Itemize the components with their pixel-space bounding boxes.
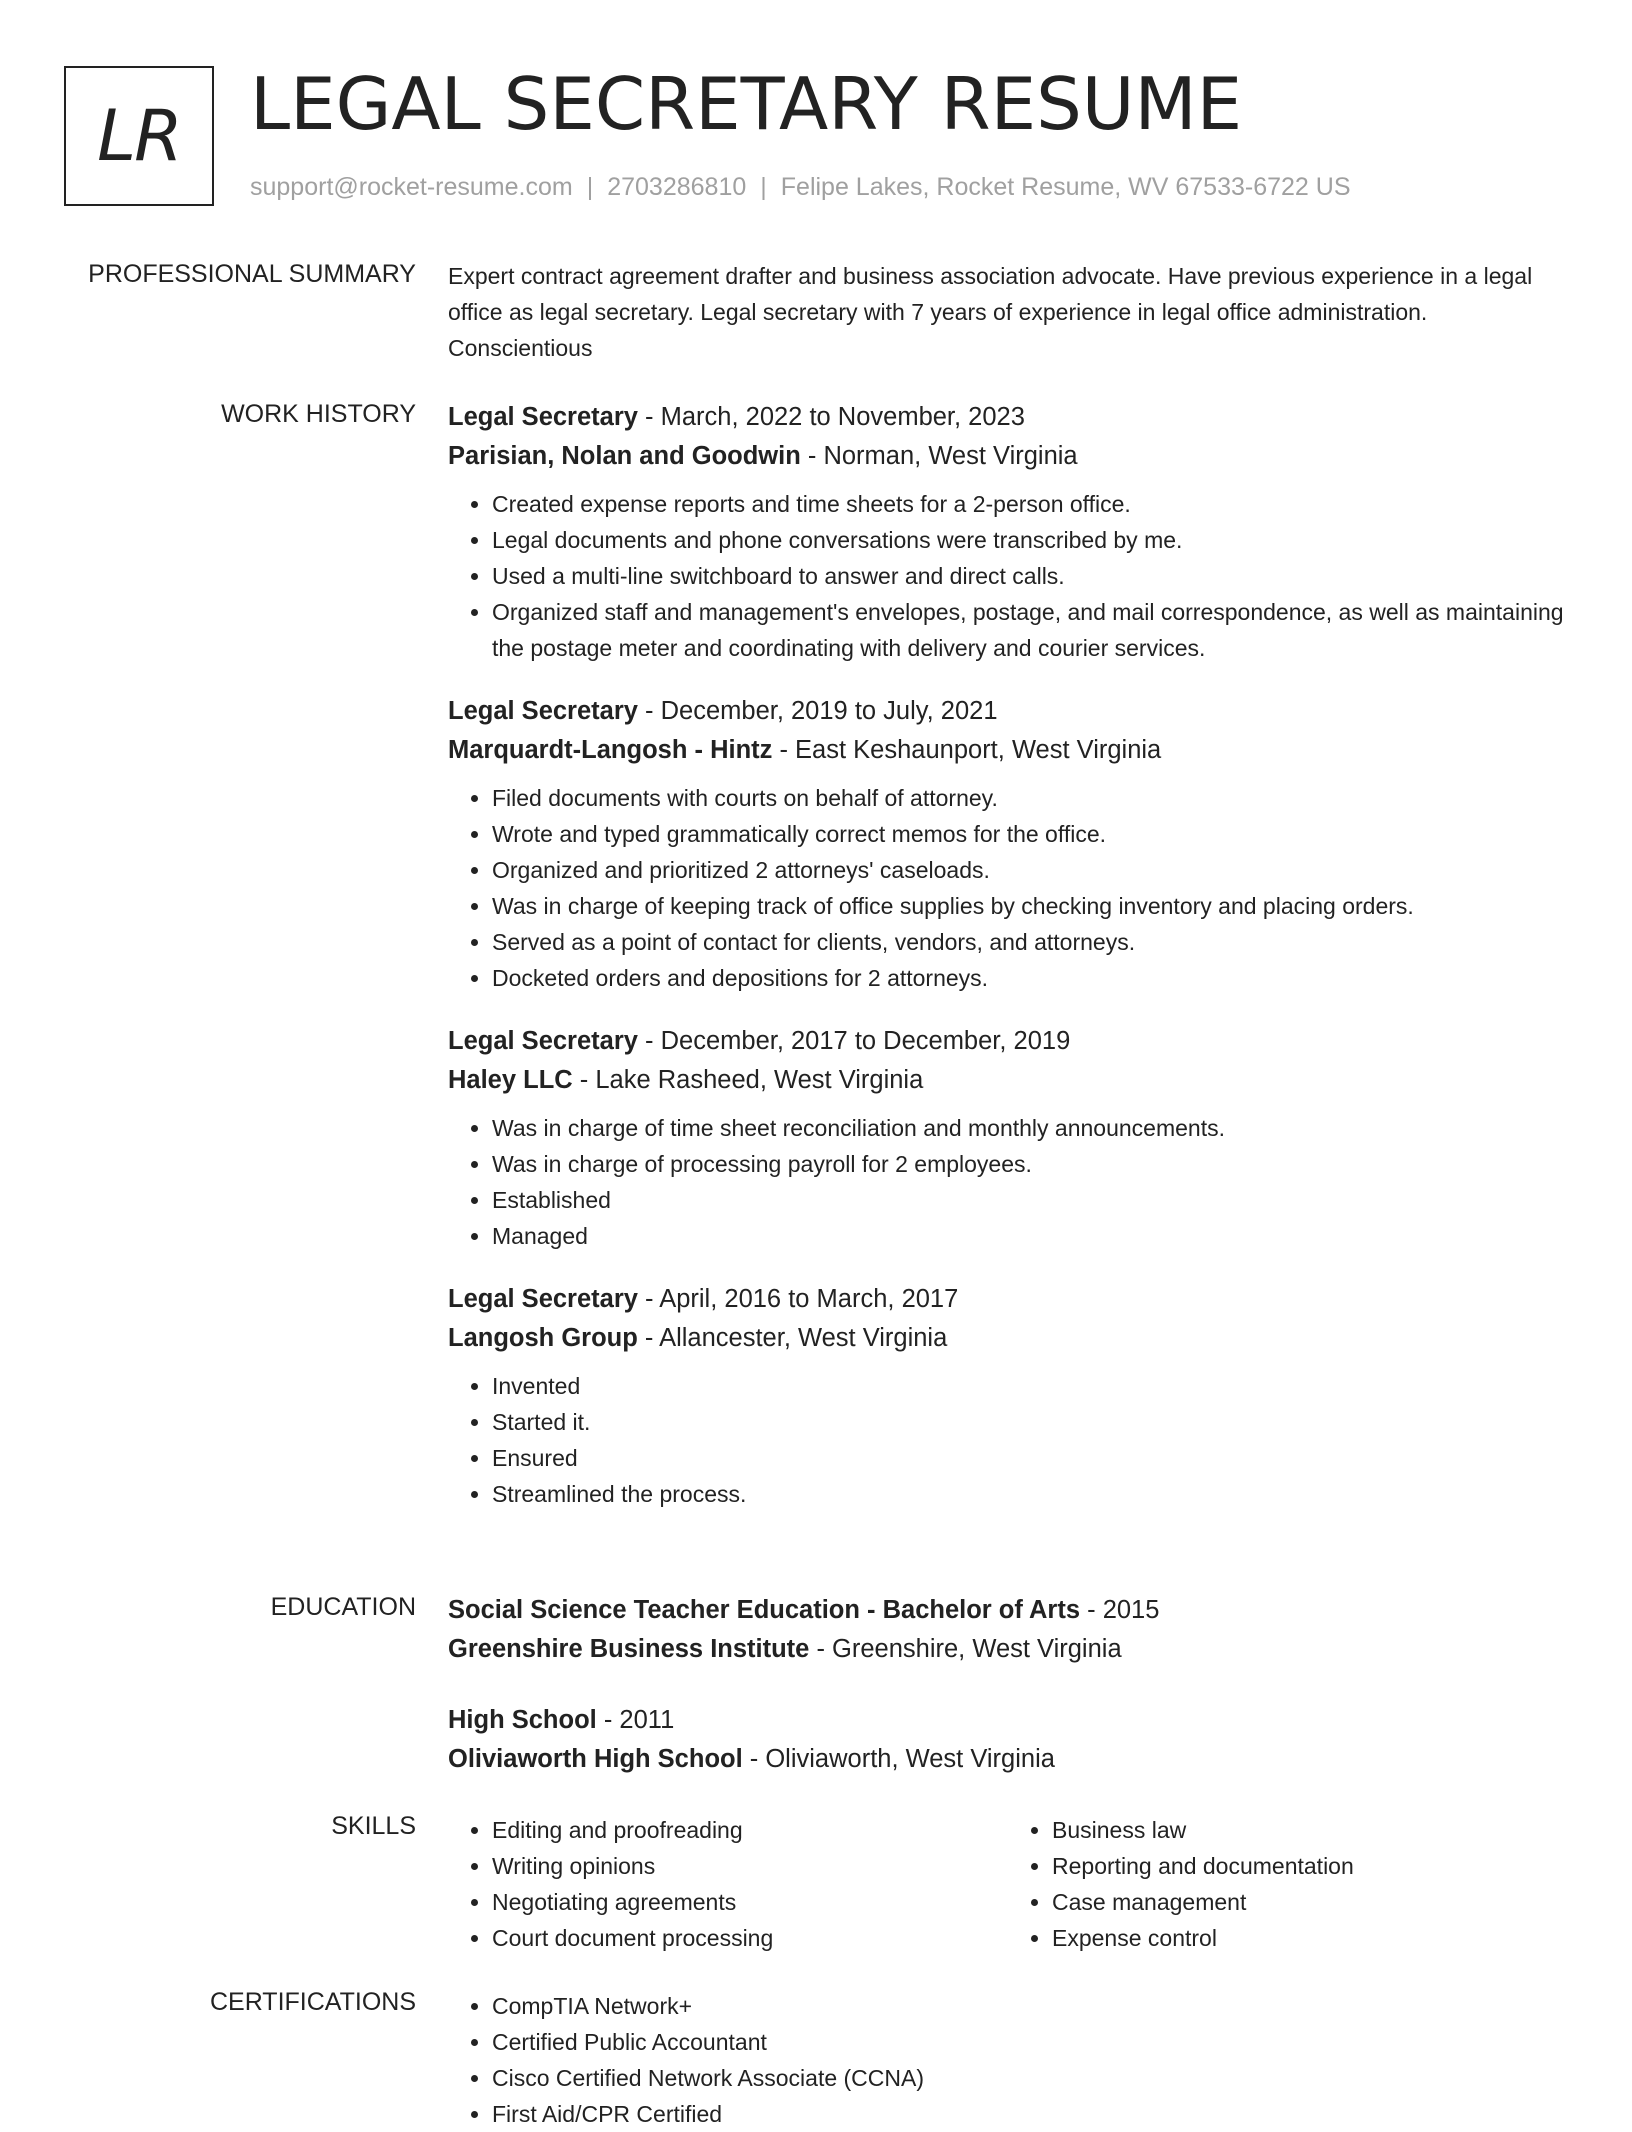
job-location: - East Keshaunport, West Virginia (772, 736, 1162, 764)
list-item: • Used a multi-line switchboard to answer and direct calls. (492, 558, 1568, 594)
job-title: Legal Secretary (448, 403, 638, 431)
skill-item: • Business law (1052, 1812, 1568, 1848)
job-company-line (448, 731, 1568, 770)
job-company-line (448, 1061, 1568, 1100)
education-school: Greenshire Business Institute (448, 1635, 810, 1663)
education-degree: Social Science Teacher Education - Bachelor of Arts (448, 1596, 1081, 1624)
list-item: • Established (492, 1182, 1568, 1218)
list-item: • Docketed orders and depositions for 2 attorneys. (492, 960, 1568, 996)
certification-item: • CompTIA Network+ (492, 1988, 1568, 2024)
contact-phone[interactable]: 2703286810 (607, 173, 747, 201)
list-item: • Invented (492, 1368, 1568, 1404)
skill-item: • Court document processing (492, 1920, 1008, 1956)
section-label-education: EDUCATION (270, 1593, 416, 1621)
list-item: • Wrote and typed grammatically correct memos for the office. (492, 816, 1568, 852)
job-company: Marquardt-Langosh - Hintz (448, 736, 773, 764)
education-year: - 2015 (1080, 1596, 1160, 1624)
contact-address: Felipe Lakes, Rocket Resume, WV 67533-6722 US (780, 173, 1351, 201)
job-bullets (448, 486, 1568, 666)
job-entry (448, 1022, 1568, 1254)
education-school-line (448, 1630, 1568, 1669)
job-title-line (448, 1280, 1568, 1319)
skill-item: • Expense control (1052, 1920, 1568, 1956)
contact-info (250, 173, 1351, 202)
contact-separator: | (760, 173, 767, 201)
job-company-line (448, 1319, 1568, 1358)
monogram-logo: LR (64, 66, 214, 206)
skills-grid (448, 1812, 1568, 1956)
job-dates: - December, 2017 to December, 2019 (637, 1027, 1071, 1055)
skills-column-left (448, 1812, 1008, 1956)
certifications-list (448, 1988, 1568, 2132)
education-school: Oliviaworth High School (448, 1745, 743, 1773)
skill-item: • Reporting and documentation (1052, 1848, 1568, 1884)
job-title-line (448, 1022, 1568, 1061)
job-bullets (448, 1110, 1568, 1254)
education-list (448, 1591, 1568, 1811)
job-company: Langosh Group (448, 1324, 638, 1352)
jobs-list (448, 398, 1568, 1538)
job-company-line (448, 437, 1568, 476)
education-location: - Oliviaworth, West Virginia (742, 1745, 1055, 1773)
job-title-line (448, 692, 1568, 731)
list-item: • Was in charge of time sheet reconciliation and monthly announcements. (492, 1110, 1568, 1146)
education-degree-line (448, 1591, 1568, 1630)
education-year: - 2011 (596, 1706, 675, 1734)
skill-item: • Negotiating agreements (492, 1884, 1008, 1920)
education-school-line (448, 1740, 1568, 1779)
certification-item: • First Aid/CPR Certified (492, 2096, 1568, 2132)
education-degree-line (448, 1701, 1568, 1740)
section-label-work-history: WORK HISTORY (221, 400, 416, 428)
section-label-skills: SKILLS (331, 1812, 416, 1840)
list-item: • Was in charge of processing payroll for 2 employees. (492, 1146, 1568, 1182)
job-company: Haley LLC (448, 1066, 573, 1094)
list-item: • Managed (492, 1218, 1568, 1254)
job-entry (448, 398, 1568, 666)
job-dates: - March, 2022 to November, 2023 (637, 403, 1025, 431)
list-item: • Was in charge of keeping track of office supplies by checking inventory and placing orders. (492, 888, 1568, 924)
contact-email[interactable]: support@rocket-resume.com (250, 173, 573, 201)
list-item: • Ensured (492, 1440, 1568, 1476)
certification-item: • Certified Public Accountant (492, 2024, 1568, 2060)
list-item: • Filed documents with courts on behalf of attorney. (492, 780, 1568, 816)
skill-item: • Editing and proofreading (492, 1812, 1008, 1848)
certification-item: • Cisco Certified Network Associate (CCNA) (492, 2060, 1568, 2096)
page-title: LEGAL SECRETARY RESUME (250, 62, 1243, 146)
job-dates: - April, 2016 to March, 2017 (637, 1285, 959, 1313)
resume-header (64, 62, 1584, 216)
education-location: - Greenshire, West Virginia (809, 1635, 1122, 1663)
job-bullets (448, 780, 1568, 996)
list-item: • Organized and prioritized 2 attorneys' caseloads. (492, 852, 1568, 888)
list-item: • Organized staff and management's envelopes, postage, and mail correspondence, as well as maintaining the postage meter and coordinating with delivery and courier services. (492, 594, 1568, 666)
list-item: • Created expense reports and time sheets for a 2-person office. (492, 486, 1568, 522)
job-location: - Norman, West Virginia (800, 442, 1078, 470)
section-label-certifications: CERTIFICATIONS (209, 1988, 416, 2016)
section-label-summary: PROFESSIONAL SUMMARY (88, 260, 416, 288)
education-entry (448, 1701, 1568, 1779)
summary-text: Expert contract agreement drafter and business association advocate. Have previous experience in a legal office as legal secretary. Legal secretary with 7 years of experience in legal office administration. Conscientious (448, 263, 1533, 361)
job-title: Legal Secretary (448, 1027, 638, 1055)
job-dates: - December, 2019 to July, 2021 (637, 697, 998, 725)
list-item: • Legal documents and phone conversations were transcribed by me. (492, 522, 1568, 558)
skill-item: • Case management (1052, 1884, 1568, 1920)
job-location: - Lake Rasheed, West Virginia (572, 1066, 924, 1094)
job-entry (448, 1280, 1568, 1512)
job-entry (448, 692, 1568, 996)
job-title: Legal Secretary (448, 697, 638, 725)
job-location: - Allancester, West Virginia (637, 1324, 948, 1352)
skill-item: • Writing opinions (492, 1848, 1008, 1884)
list-item: • Streamlined the process. (492, 1476, 1568, 1512)
education-entry (448, 1591, 1568, 1669)
job-title: Legal Secretary (448, 1285, 638, 1313)
education-degree: High School (448, 1706, 597, 1734)
skills-column-right (1008, 1812, 1568, 1956)
list-item: • Started it. (492, 1404, 1568, 1440)
job-title-line (448, 398, 1568, 437)
list-item: • Served as a point of contact for clients, vendors, and attorneys. (492, 924, 1568, 960)
job-bullets (448, 1368, 1568, 1512)
job-company: Parisian, Nolan and Goodwin (448, 442, 801, 470)
contact-separator: | (586, 173, 594, 201)
